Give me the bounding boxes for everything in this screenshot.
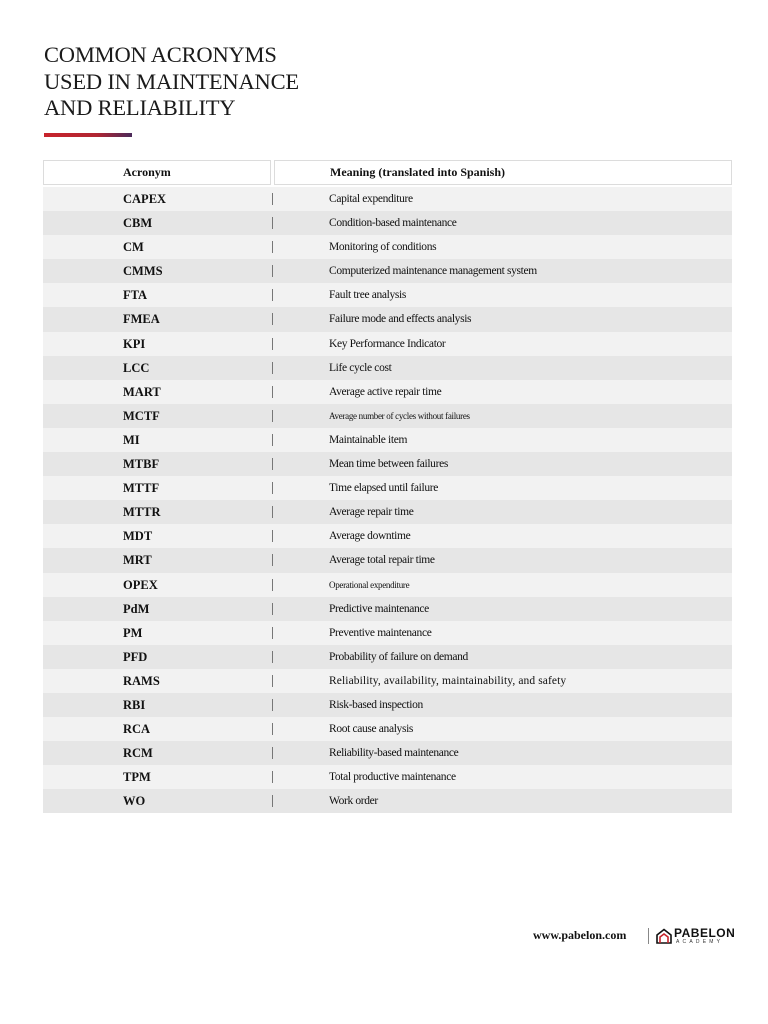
meaning-cell: Operational expenditure [329,579,410,590]
acronym-cell: FTA [123,288,148,303]
acronym-cell: PM [123,625,143,640]
acronym-cell: MTTF [123,481,160,496]
table-row [43,693,732,717]
table-row [43,597,732,621]
table-row [43,573,732,597]
column-divider [272,217,273,229]
table-row [43,765,732,789]
meaning-cell: Life cycle cost [329,361,392,374]
website-url[interactable]: www.pabelon.com [533,928,627,942]
column-divider [272,627,273,639]
column-divider [272,699,273,711]
table-row [43,404,732,428]
column-divider [272,338,273,350]
acronym-cell: MART [123,384,161,399]
column-divider [272,386,273,398]
meaning-cell: Computerized maintenance management system [329,265,537,278]
column-divider [272,651,273,663]
meaning-cell: Time elapsed until failure [329,482,438,495]
acronym-cell: OPEX [123,577,158,592]
table-row [43,621,732,645]
meaning-cell: Condition-based maintenance [329,217,457,230]
acronym-cell: CAPEX [123,192,167,206]
column-divider [272,458,273,470]
table-row [43,187,732,211]
acronym-cell: WO [123,794,146,809]
acronym-cell: CBM [123,216,153,231]
meaning-cell: Average downtime [329,530,411,543]
acronym-cell: PFD [123,649,148,664]
meaning-cell: Average active repair time [329,385,442,398]
column-divider [272,603,273,615]
header-cell-acronym [43,160,271,185]
column-divider [272,289,273,301]
logo-wordmark: PABELON [674,926,736,940]
meaning-cell: Probability of failure on demand [329,650,468,663]
table-row [43,741,732,765]
header-acronym-label: Acronym [123,165,171,179]
acronym-cell: RBI [123,697,146,712]
acronym-cell: MRT [123,553,152,568]
table-row [43,500,732,524]
meaning-cell: Key Performance Indicator [329,337,446,350]
column-divider [272,771,273,783]
title-accent-bar [44,133,132,137]
meaning-cell: Capital expenditure [329,193,413,205]
meaning-cell: Average repair time [329,506,414,519]
table-row [43,211,732,235]
header-meaning-label: Meaning (translated into Spanish) [330,165,506,179]
meaning-cell: Average number of cycles without failures [329,410,470,421]
meaning-cell: Reliability, availability, maintainability, and safety [329,674,567,687]
table-row [43,452,732,476]
pabelon-house-icon [656,928,672,944]
table-row [43,307,732,331]
column-divider [272,193,273,205]
meaning-cell: Predictive maintenance [329,602,429,615]
meaning-cell: Risk-based inspection [329,698,423,711]
acronym-cell: MI [123,432,140,447]
table-row [43,789,732,813]
acronym-cell: MTBF [123,457,160,472]
table-header [43,160,732,185]
column-divider [272,482,273,494]
column-divider [272,554,273,566]
title-line-3: AND RELIABILITY [44,95,236,120]
meaning-cell: Preventive maintenance [329,626,432,639]
table-row [43,476,732,500]
meaning-cell: Average total repair time [329,554,435,567]
meaning-cell: Mean time between failures [329,458,448,471]
acronym-cell: RAMS [123,673,160,688]
acronym-cell: LCC [123,360,150,375]
acronym-cell: PdM [123,601,150,616]
column-divider [272,506,273,518]
acronym-table [43,160,732,813]
column-divider [272,362,273,374]
column-divider [272,795,273,807]
table-row [43,356,732,380]
meaning-cell: Work order [329,795,378,808]
table-row [43,259,732,283]
acronym-cell: FMEA [123,312,160,327]
meaning-cell: Reliability-based maintenance [329,747,459,760]
table-row [43,548,732,572]
column-divider [272,241,273,253]
header-cell-meaning [274,160,732,185]
acronym-cell: RCA [123,722,151,737]
table-row [43,669,732,693]
acronym-cell: TPM [123,770,151,785]
table-row [43,283,732,307]
meaning-cell: Maintainable item [329,433,408,446]
column-divider [272,434,273,446]
meaning-cell: Monitoring of conditions [329,241,437,254]
meaning-cell: Root cause analysis [329,723,414,736]
table-row [43,235,732,259]
table-row [43,717,732,741]
logo-subtitle: ACADEMY [676,939,724,945]
acronym-cell: MCTF [123,408,160,423]
acronym-cell: MTTR [123,505,161,520]
table-row [43,332,732,356]
title-line-2: USED IN MAINTENANCE [44,68,299,94]
acronym-cell: MDT [123,529,153,544]
table-row [43,380,732,404]
page-title [44,42,299,122]
column-divider [272,410,273,422]
column-divider [272,313,273,325]
column-divider [272,265,273,277]
column-divider [272,579,273,591]
meaning-cell: Total productive maintenance [329,771,456,784]
acronym-cell: CM [123,240,144,255]
table-row [43,524,732,548]
pabelon-logo [656,927,734,947]
acronym-cell: CMMS [123,264,163,279]
meaning-cell: Failure mode and effects analysis [329,313,472,326]
meaning-cell: Fault tree analysis [329,289,407,302]
column-divider [272,723,273,735]
acronym-cell: RCM [123,746,153,761]
table-row [43,645,732,669]
table-row [43,428,732,452]
title-line-1: COMMON ACRONYMS [44,42,277,67]
table-body [43,187,732,813]
acronym-cell: KPI [123,336,146,351]
column-divider [272,675,273,687]
footer-divider [648,928,649,944]
column-divider [272,747,273,759]
column-divider [272,530,273,542]
